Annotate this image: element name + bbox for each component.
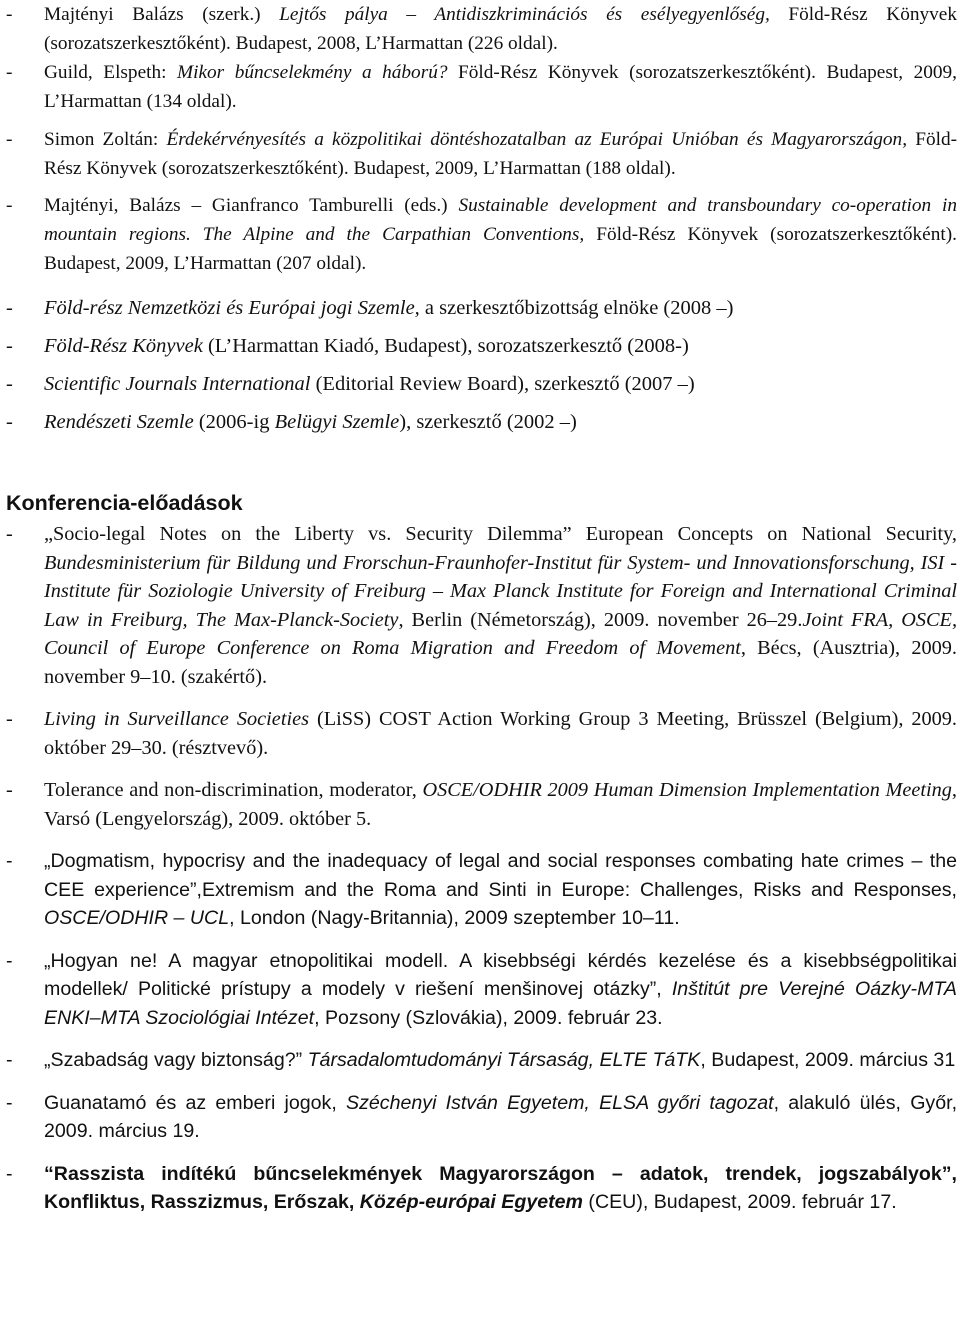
- list-dash: -: [6, 62, 13, 83]
- list-item: - Simon Zoltán: Érdekérvényesítés a közpolitikai döntéshozatalban az Európai Unióban és Magyarországon, Föld-Rész Könyvek (sorozatszerkesztőként). Budapest, 2009, L’Harmattan (188 oldal).: [6, 125, 957, 183]
- list-dash: -: [6, 4, 13, 25]
- list-item: - Tolerance and non-discrimination, moderator, OSCE/ODHIR 2009 Human Dimension Implementation Meeting, Varsó (Lengyelország), 2009. október 5.: [6, 776, 957, 833]
- list-item: - „Dogmatism, hypocrisy and the inadequacy of legal and social responses combating hate crimes – the CEE experience”,Extremism and the Roma and Sinti in Europe: Challenges, Risks and Responses, OSCE/ODHIR – UCL, London (Nagy-Britannia), 2009 szeptember 10–11.: [6, 847, 957, 933]
- list-item: - „Socio-legal Notes on the Liberty vs. Security Dilemma” European Concepts on National Security, Bundesministerium für Bildung und Frorschun-Fraunhofer-Institut für System- und Innovationsforschung, ISI -Institute für Soziologie University of Freiburg – Max Planck Institute for Foreign and International Criminal Law in Freiburg, The Max-Planck-Society, Berlin (Németország), 2009. november 26–29.Joint FRA, OSCE, Council of Europe Conference on Roma Migration and Freedom of Movement, Bécs, (Ausztria), 2009. november 9–10. (szakértő).: [6, 520, 957, 691]
- list-item: - Föld-rész Nemzetközi és Európai jogi Szemle, a szerkesztőbizottság elnöke (2008 –): [6, 289, 957, 327]
- conferences-list: [6, 520, 957, 1217]
- publications-list: [6, 0, 957, 278]
- list-item: - Guild, Elspeth: Mikor bűncselekmény a háború? Föld-Rész Könyvek (sorozatszerkesztőként). Budapest, 2009, L’Harmattan (134 oldal).: [6, 58, 957, 116]
- list-dash: -: [6, 373, 13, 395]
- list-item: - Majtényi Balázs (szerk.) Lejtős pálya – Antidiszkriminációs és esélyegyenlőség, Föld-Rész Könyvek (sorozatszerkesztőként). Budapest, 2008, L’Harmattan (226 oldal).: [6, 0, 957, 58]
- list-item: - Majtényi, Balázs – Gianfranco Tamburelli (eds.) Sustainable development and transboundary co-operation in mountain regions. The Alpine and the Carpathian Conventions, Föld-Rész Könyvek (sorozatszerkesztőként). Budapest, 2009, L’Harmattan (207 oldal).: [6, 191, 957, 278]
- list-dash: -: [6, 195, 13, 216]
- section-heading: Konferencia-előadások: [6, 491, 243, 515]
- list-dash: -: [6, 1162, 13, 1185]
- list-item: - Scientific Journals International (Editorial Review Board), szerkesztő (2007 –): [6, 365, 957, 403]
- list-dash: -: [6, 1091, 13, 1114]
- list-dash: -: [6, 708, 13, 730]
- list-item: - „Hogyan ne! A magyar etnopolitikai modell. A kisebbségi kérdés kezelése és a kisebbségpolitikai modellek/ Politické prístupy a modely v riešení menšinovej otázky”, Inštitút pre Verejné Oázky-MTA ENKI–MTA Szociológiai Intézet, Pozsony (Szlovákia), 2009. február 23.: [6, 947, 957, 1033]
- list-dash: -: [6, 335, 13, 357]
- list-dash: -: [6, 523, 13, 545]
- list-item: - Föld-Rész Könyvek (L’Harmattan Kiadó, Budapest), sorozatszerkesztő (2008-): [6, 327, 957, 365]
- list-dash: -: [6, 411, 13, 433]
- list-dash: -: [6, 779, 13, 801]
- list-dash: -: [6, 850, 13, 872]
- list-dash: -: [6, 297, 13, 319]
- list-dash: -: [6, 1049, 13, 1071]
- list-item: - Living in Surveillance Societies (LiSS) COST Action Working Group 3 Meeting, Brüsszel (Belgium), 2009. október 29–30. (résztvevő).: [6, 705, 957, 762]
- list-item: - Rendészeti Szemle (2006-ig Belügyi Szemle), szerkesztő (2002 –): [6, 403, 957, 441]
- list-item: - Guanatamó és az emberi jogok, Széchenyi István Egyetem, ELSA győri tagozat, alakuló ülés, Győr, 2009. március 19.: [6, 1089, 957, 1146]
- list-dash: -: [6, 949, 13, 972]
- list-item: - “Rasszista indítékú bűncselekmények Magyarországon – adatok, trendek, jogszabályok”, Konfliktus, Rasszizmus, Erőszak, Közép-európai Egyetem (CEU), Budapest, 2009. február 17.: [6, 1160, 957, 1217]
- list-dash: -: [6, 129, 13, 150]
- editorships-list: [6, 289, 957, 441]
- list-item: - „Szabadság vagy biztonság?” Társadalomtudományi Társaság, ELTE TáTK, Budapest, 2009. március 31: [6, 1046, 957, 1075]
